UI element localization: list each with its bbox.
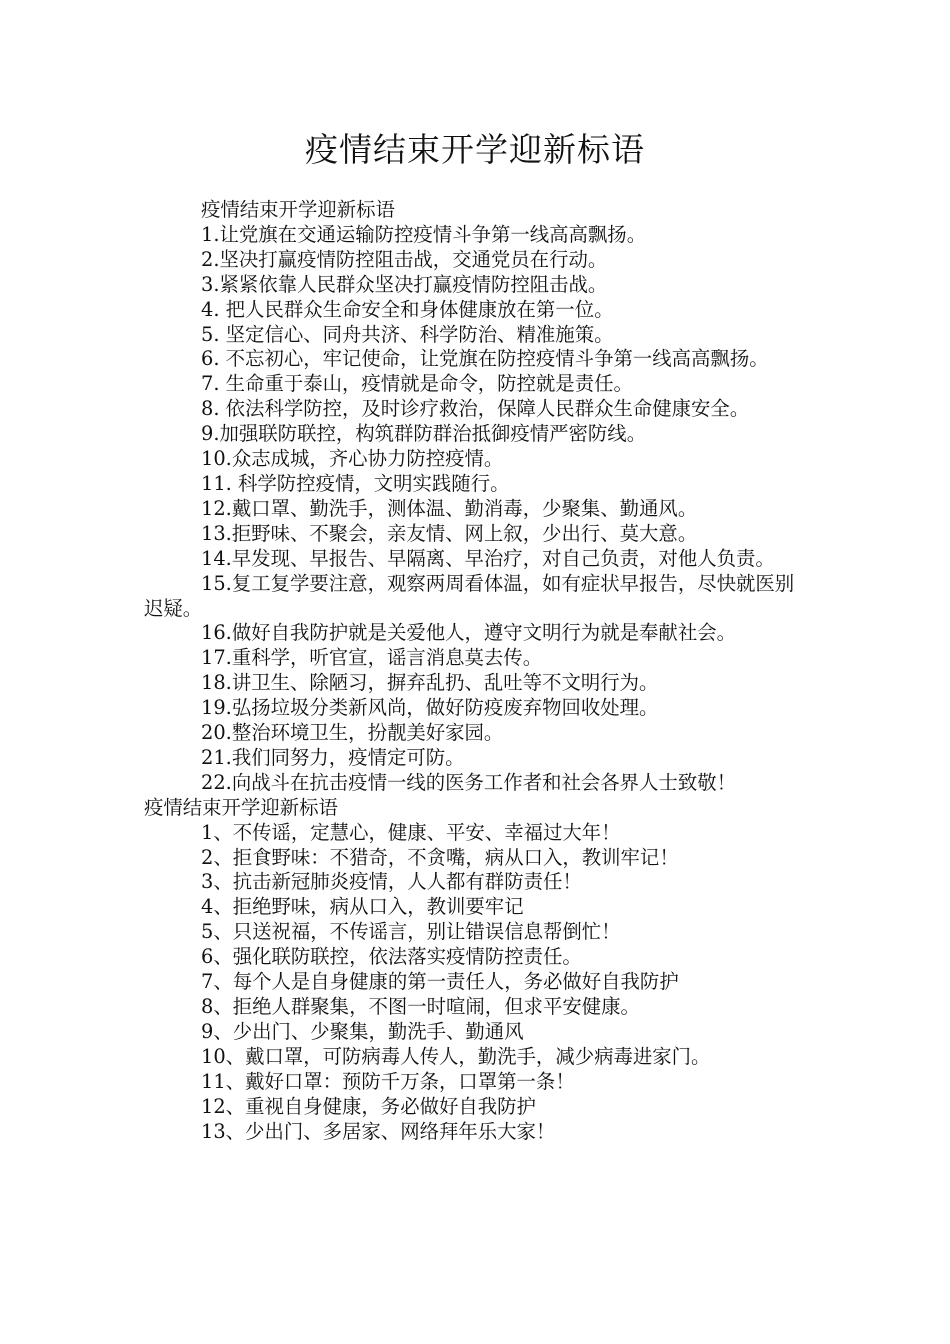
slogan-item: 1、不传谣，定慧心，健康、平安、幸福过大年！ xyxy=(201,820,621,844)
slogan-item: 18.讲卫生、除陋习，摒弃乱扔、乱吐等不文明行为。 xyxy=(201,671,659,695)
slogan-item: 9.加强联防联控，构筑群防群治抵御疫情严密防线。 xyxy=(201,422,647,446)
slogan-item: 10、戴口罩，可防病毒人传人，勤洗手，减少病毒进家门。 xyxy=(201,1044,711,1068)
slogan-item: 3.紧紧依靠人民群众坚决打赢疫情防控阻击战。 xyxy=(201,272,608,296)
slogan-item: 6、强化联防联控，依法落实疫情防控责任。 xyxy=(201,945,582,969)
slogan-item: 13、少出门、多居家、网络拜年乐大家！ xyxy=(201,1119,556,1143)
slogan-item: 5. 坚定信心、同舟共济、科学防治、精准施策。 xyxy=(201,322,614,346)
slogan-item: 1.让党旗在交通运输防控疫情斗争第一线高高飘扬。 xyxy=(201,222,647,246)
slogan-item: 11、戴好口罩：预防千万条，口罩第一条！ xyxy=(201,1069,575,1093)
slogan-item: 21.我们同努力，疫情定可防。 xyxy=(201,745,465,769)
slogan-item: 14.早发现、早报告、早隔离、早治疗，对自己负责，对他人负责。 xyxy=(201,546,775,570)
section1-heading: 疫情结束开学迎新标语 xyxy=(201,198,395,221)
slogan-item: 5、只送祝福，不传谣言，别让错误信息帮倒忙！ xyxy=(201,920,621,944)
slogan-item: 15.复工复学要注意，观察两周看体温，如有症状早报告，尽快就医别迟疑。 xyxy=(144,571,795,620)
document-body xyxy=(144,198,810,1144)
document-title: 疫情结束开学迎新标语 xyxy=(305,130,645,169)
slogan-item: 7. 生命重于泰山，疫情就是命令，防控就是责任。 xyxy=(201,372,633,396)
slogan-item: 8. 依法科学防控，及时诊疗救治，保障人民群众生命健康安全。 xyxy=(201,397,750,421)
slogan-item: 13.拒野味、不聚会，亲友情、网上叙，少出行、莫大意。 xyxy=(201,521,698,545)
slogan-item: 7、每个人是自身健康的第一责任人，务必做好自我防护 xyxy=(201,970,679,994)
slogan-item: 6. 不忘初心，牢记使命，让党旗在防控疫情斗争第一线高高飘扬。 xyxy=(201,347,769,371)
slogan-item: 4、拒绝野味，病从口入，教训要牢记 xyxy=(201,895,524,919)
slogan-item: 19.弘扬垃圾分类新风尚，做好防疫废弃物回收处理。 xyxy=(201,696,659,720)
section2-heading: 疫情结束开学迎新标语 xyxy=(144,795,338,819)
slogan-item: 2.坚决打赢疫情防控阻击战，交通党员在行动。 xyxy=(201,247,608,271)
slogan-item: 20.整治环境卫生，扮靓美好家园。 xyxy=(201,721,504,745)
slogan-item: 10.众志成城，齐心协力防控疫情。 xyxy=(201,447,504,471)
slogan-item: 12.戴口罩、勤洗手，测体温、勤消毒，少聚集、勤通风。 xyxy=(201,496,698,520)
slogan-item: 3、抗击新冠肺炎疫情，人人都有群防责任！ xyxy=(201,870,582,894)
slogan-item: 9、少出门、少聚集，勤洗手、勤通风 xyxy=(201,1019,524,1043)
slogan-item: 12、重视自身健康，务必做好自我防护 xyxy=(201,1094,536,1118)
slogan-item: 16.做好自我防护就是关爱他人，遵守文明行为就是奉献社会。 xyxy=(201,621,736,645)
slogan-item: 2、拒食野味：不猎奇，不贪嘴，病从口入，教训牢记！ xyxy=(201,845,679,869)
slogan-item: 11. 科学防控疫情，文明实践随行。 xyxy=(201,471,510,495)
slogan-item: 4. 把人民群众生命安全和身体健康放在第一位。 xyxy=(201,297,614,321)
slogan-item: 8、拒绝人群聚集，不图一时喧闹，但求平安健康。 xyxy=(201,995,640,1018)
slogan-item: 22.向战斗在抗击疫情一线的医务工作者和社会各界人士致敬！ xyxy=(201,770,736,794)
slogan-item: 17.重科学，听官宣，谣言消息莫去传。 xyxy=(201,646,543,670)
